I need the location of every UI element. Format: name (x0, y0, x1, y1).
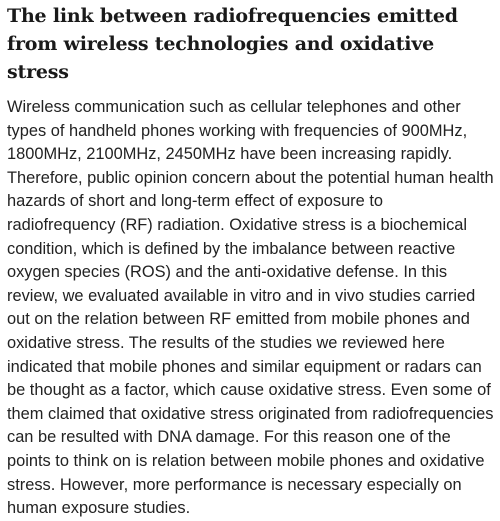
article (7, 2, 495, 521)
article-abstract: Wireless communication such as cellular telephones and other types of handheld phones working with frequencies of 900MHz, 1800MHz, 2100MHz, 2450MHz have been increasing rapidly. Therefore, public opinion concern about the potential human health hazards of short and long-term effect of exposure to radiofrequency (RF) radiation. Oxidative stress is a biochemical condition, which is defined by the imbalance between reactive oxygen species (ROS) and the anti-oxidative defense. In this review, we evaluated available in vitro and in vivo studies carried out on the relation between RF emitted from mobile phones and oxidative stress. The results of the studies we reviewed here indicated that mobile phones and similar equipment or radars can be thought as a factor, which cause oxidative stress. Even some of them claimed that oxidative stress originated from radiofrequencies can be resulted with DNA damage. For this reason one of the points to think on is relation between mobile phones and oxidative stress. However, more performance is necessary especially on human exposure studies. (7, 98, 494, 518)
article-title: The link between radiofrequencies emitted from wireless technologies and oxidative stress (7, 5, 458, 83)
